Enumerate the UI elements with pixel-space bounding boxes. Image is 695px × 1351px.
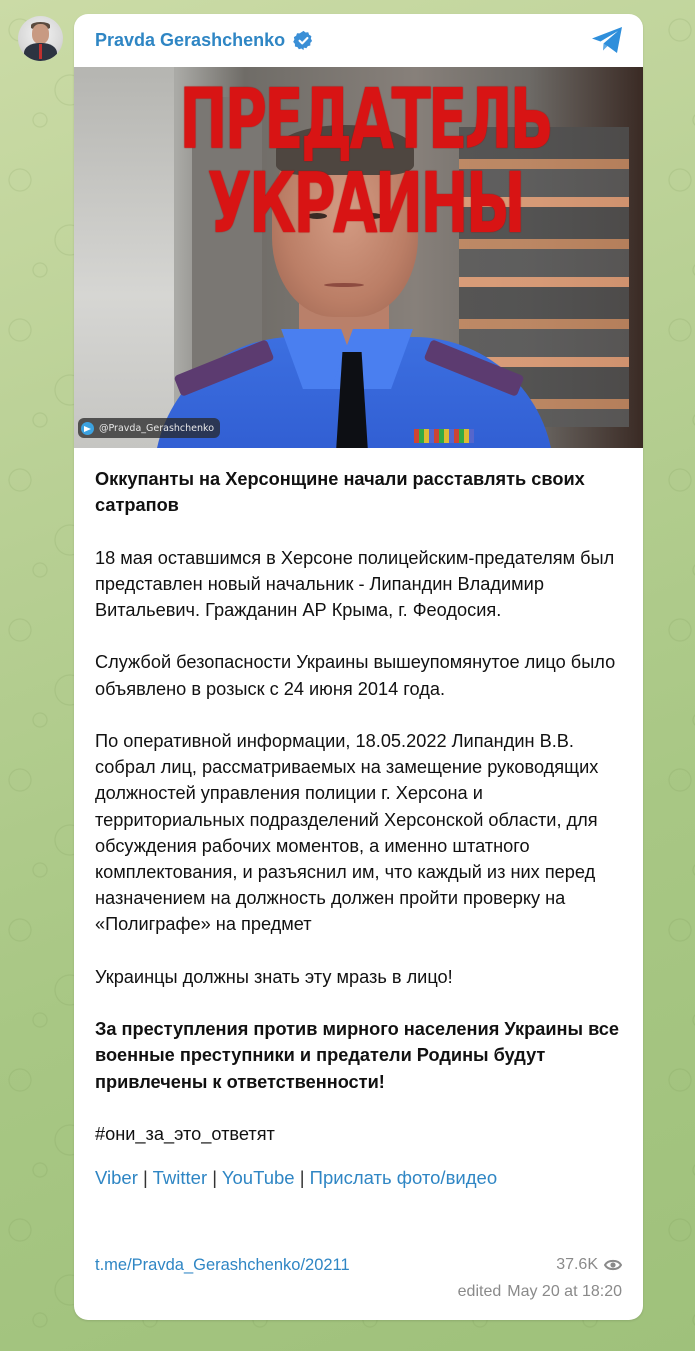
post-paragraph: По оперативной информации, 18.05.2022 Липандин В.В. собрал лиц, рассматриваемых на замещение руководящих должностей управления полиции г. Херсона и территориальных подразделений Херсонской области, для обсуждения рабочих моментов, а именно штатного комплектования, и разъяснил им, что каждый из них перед назначением на должность должен пройти проверку на «Полиграфе» на предмет <box>95 730 599 935</box>
image-watermark <box>78 418 220 438</box>
message-card <box>74 14 643 1320</box>
post-paragraph: Украинцы должны знать эту мразь в лицо! <box>95 966 453 987</box>
image-mouth <box>324 283 364 287</box>
image-overlay-title: ПРЕДАТЕЛЬ УКРАИНЫ <box>179 69 551 253</box>
message-footer <box>95 1256 622 1316</box>
link-send-media[interactable]: Прислать фото/видео <box>309 1167 498 1189</box>
telegram-send-icon[interactable] <box>591 25 625 55</box>
channel-avatar[interactable] <box>18 16 63 61</box>
timestamp: May 20 at 18:20 <box>507 1283 622 1300</box>
eye-icon <box>604 1259 622 1271</box>
view-count-value: 37.6K <box>556 1256 598 1273</box>
link-separator: | <box>143 1167 148 1189</box>
link-youtube[interactable]: YouTube <box>221 1167 295 1189</box>
post-image[interactable] <box>74 67 643 448</box>
image-ribbons <box>414 429 474 443</box>
link-separator: | <box>299 1167 305 1189</box>
link-viber[interactable]: Viber <box>95 1167 138 1189</box>
edited-timestamp <box>458 1283 622 1301</box>
post-title: Оккупанты на Херсонщине начали расставлять своих сатрапов <box>95 469 585 516</box>
link-separator: | <box>212 1167 218 1189</box>
post-paragraph: 18 мая оставшимся в Херсоне полицейским-предателям был представлен новый начальник - Липандин Владимир Витальевич. Гражданин АР Крыма, г. Феодосия. <box>95 547 615 620</box>
post-closing: За преступления против мирного населения Украины все военные преступники и предатели Родины будут привлечены к ответственности! <box>95 1019 620 1092</box>
telegram-logo-icon <box>81 422 94 435</box>
avatar-face <box>32 24 49 44</box>
watermark-text: @Pravda_Gerashchenko <box>99 422 215 434</box>
edited-label: edited <box>457 1283 502 1300</box>
view-count <box>556 1256 622 1274</box>
message-header <box>74 14 643 67</box>
verified-badge-icon <box>293 30 314 51</box>
link-twitter[interactable]: Twitter <box>152 1167 208 1189</box>
message-text <box>95 466 625 1191</box>
avatar-tie <box>39 44 42 59</box>
post-hashtag[interactable]: #они_за_это_ответят <box>95 1123 275 1144</box>
post-paragraph: Службой безопасности Украины вышеупомянутое лицо было объявлено в розыск с 24 июня 2014 года. <box>95 652 616 699</box>
channel-name[interactable]: Pravda Gerashchenko <box>95 30 286 50</box>
post-permalink[interactable]: t.me/Pravda_Gerashchenko/20211 <box>95 1256 350 1274</box>
social-links <box>95 1165 625 1191</box>
